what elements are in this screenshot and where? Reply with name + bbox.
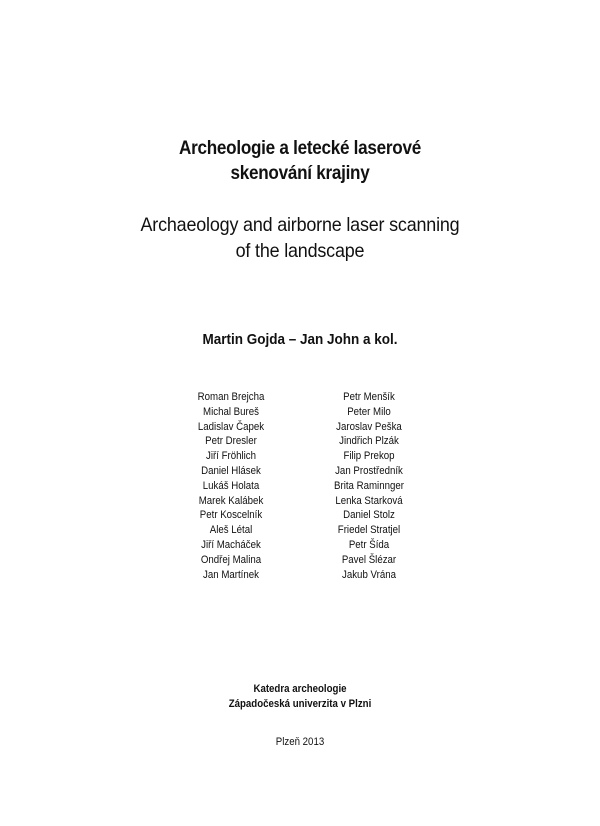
authors-left-column	[161, 390, 302, 582]
author-name: Michal Bureš	[203, 405, 259, 418]
czech-title-line-1: Archeologie a letecké laserové	[179, 138, 421, 159]
czech-title-line-2: skenování krajiny	[230, 163, 370, 184]
english-title-line-1: Archaeology and airborne laser scanning	[140, 214, 460, 236]
university-name: Západočeská univerzita v Plzni	[228, 698, 372, 710]
author-name: Filip Prekop	[343, 450, 395, 463]
department-name: Katedra archeologie	[253, 683, 347, 695]
author-name: Marek Kalábek	[198, 494, 264, 507]
author-name: Petr Dresler	[205, 435, 257, 448]
author-name: Jakub Vrána	[341, 568, 396, 581]
place-and-year: Plzeň 2013	[275, 736, 325, 748]
author-name: Daniel Hlásek	[201, 464, 261, 477]
author-name: Peter Milo	[347, 405, 391, 418]
author-name: Aleš Létal	[209, 524, 253, 537]
author-name: Roman Brejcha	[197, 391, 265, 403]
author-name: Jaroslav Peška	[336, 420, 402, 433]
author-name: Jan Prostředník	[335, 464, 403, 477]
author-name: Pavel Šlézar	[341, 553, 397, 566]
english-title	[24, 212, 576, 264]
author-name: Petr Šída	[348, 538, 390, 551]
english-title-line-2: of the landscape	[235, 240, 365, 262]
publisher-block	[36, 682, 564, 712]
author-name: Jan Martínek	[203, 568, 259, 581]
author-name: Brita Raminnger	[334, 479, 404, 492]
author-name: Ladislav Čapek	[197, 420, 265, 433]
author-name: Daniel Stolz	[343, 509, 395, 522]
author-name: Jindřich Plzák	[339, 435, 399, 448]
authors-right-column	[299, 390, 440, 582]
author-name: Petr Koscelník	[199, 509, 263, 522]
author-name: Lukáš Holata	[202, 479, 260, 492]
editors-line: Martin Gojda – Jan John a kol.	[202, 331, 398, 348]
author-name: Friedel Stratjel	[337, 524, 401, 537]
czech-title	[30, 136, 570, 186]
author-name: Petr Menšík	[343, 391, 395, 403]
author-name: Ondřej Malina	[200, 553, 262, 566]
author-name: Jiří Macháček	[201, 538, 261, 551]
author-name: Jiří Fröhlich	[205, 450, 257, 463]
author-name: Lenka Starková	[335, 494, 403, 507]
